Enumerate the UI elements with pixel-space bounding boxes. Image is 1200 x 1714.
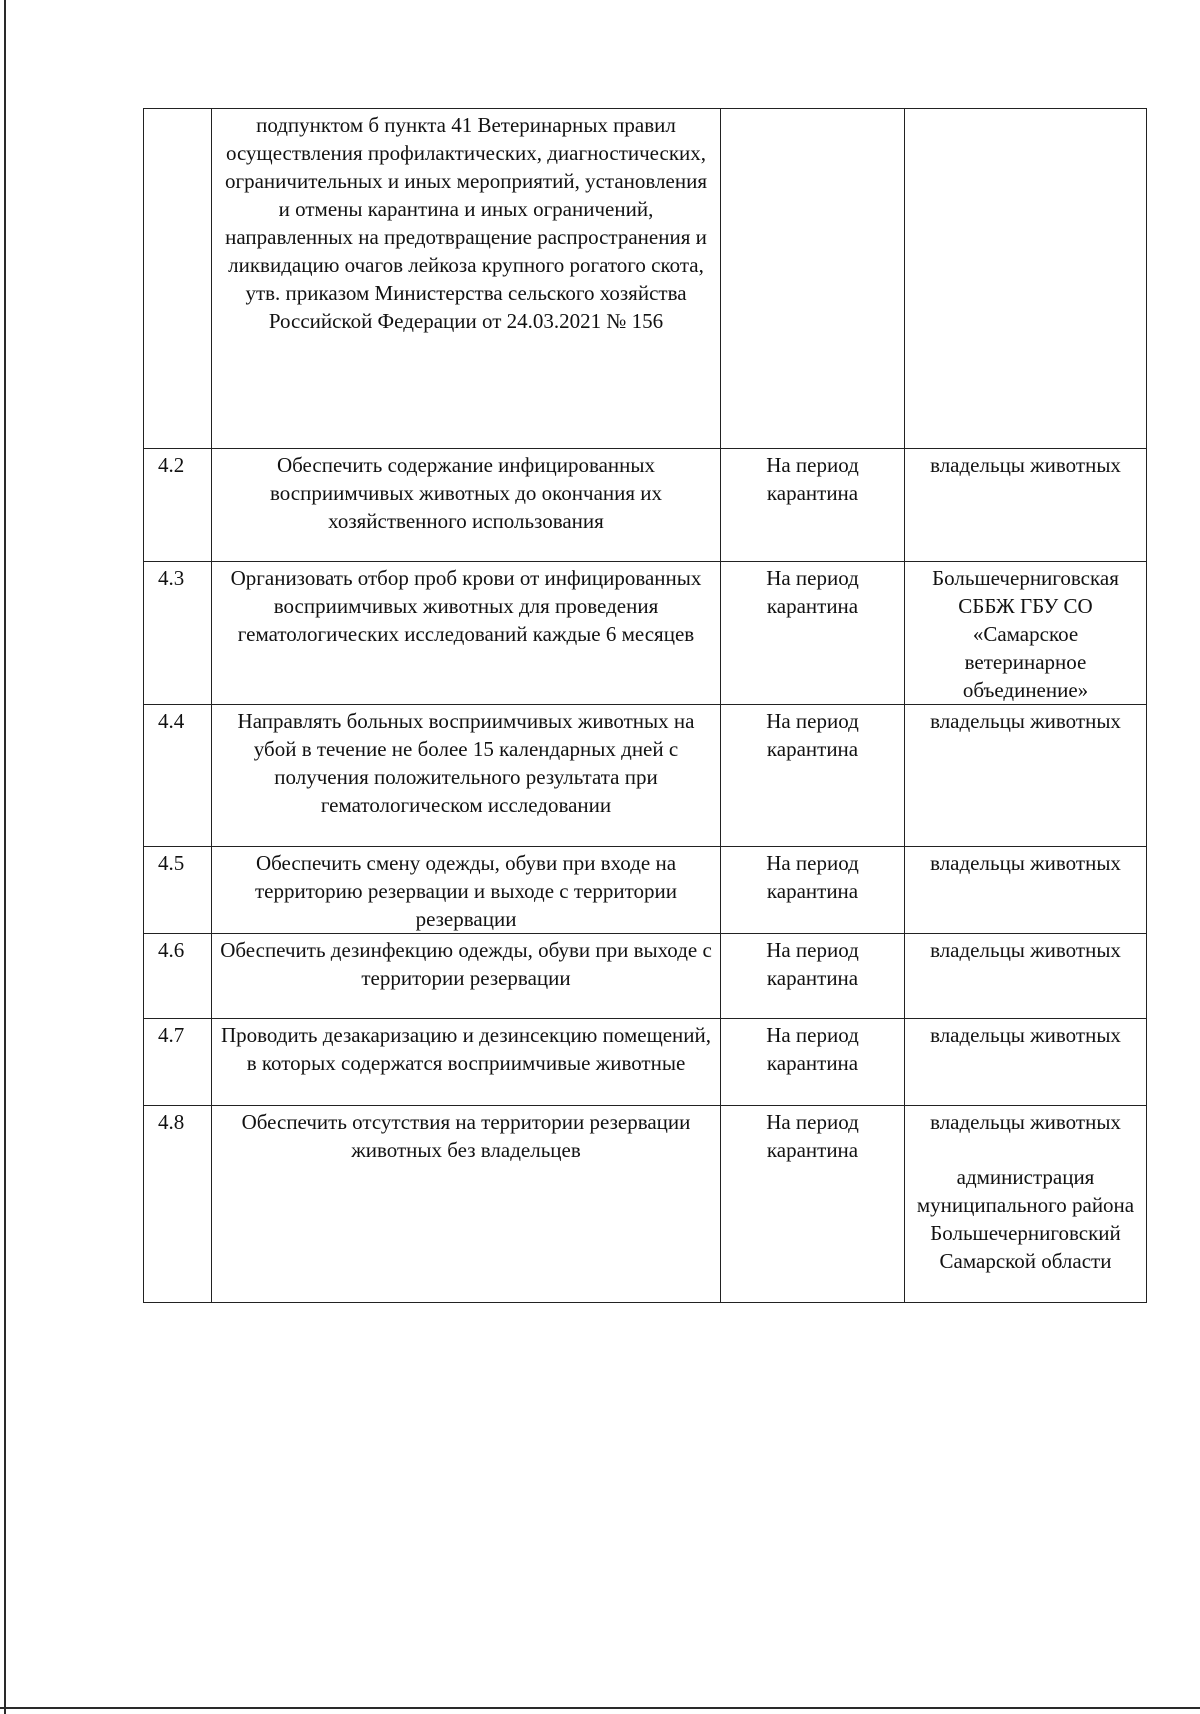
responsible-text: Большечерниговская СББЖ ГБУ СО «Самарское ветеринарное объединение» [905, 562, 1147, 705]
row-number: 4.8 [144, 1106, 212, 1303]
term-text: На период карантина [721, 1019, 905, 1106]
responsible-text: владельцы животных [905, 847, 1147, 934]
measure-text: подпунктом б пункта 41 Ветеринарных правил осуществления профилактических, диагностических, ограничительных и иных мероприятий, установления и отмены карантина и иных ограничений, направленных на предотвращение распространения и ликвидацию очагов лейкоза крупного рогатого скота, утв. приказом Министерства сельского хозяйства Российской Федерации от 24.03.2021 № 156 [212, 109, 721, 449]
row-number: 4.6 [144, 934, 212, 1019]
row-number: 4.4 [144, 705, 212, 847]
responsible-text [905, 109, 1147, 449]
responsible-text-secondary: администрация муниципального района Большечерниговский Самарской области [916, 1165, 1135, 1273]
row-number: 4.7 [144, 1019, 212, 1106]
responsible-cell [905, 1106, 1147, 1303]
row-number: 4.5 [144, 847, 212, 934]
row-number: 4.3 [144, 562, 212, 705]
responsible-text: владельцы животных [905, 934, 1147, 1019]
term-text: На период карантина [721, 562, 905, 705]
page-left-edge [4, 0, 6, 1714]
measure-text: Обеспечить содержание инфицированных восприимчивых животных до окончания их хозяйственного использования [212, 449, 721, 562]
term-text: На период карантина [721, 847, 905, 934]
measures-table [143, 108, 1147, 1303]
term-text [721, 109, 905, 449]
measure-text: Обеспечить дезинфекцию одежды, обуви при выходе с территории резервации [212, 934, 721, 1019]
term-text: На период карантина [721, 1106, 905, 1303]
table-row [144, 562, 1147, 705]
table-row [144, 449, 1147, 562]
measure-text: Организовать отбор проб крови от инфицированных восприимчивых животных для проведения гематологических исследований каждые 6 месяцев [212, 562, 721, 705]
page-bottom-edge [0, 1707, 1200, 1709]
row-number [144, 109, 212, 449]
responsible-text: владельцы животных [905, 1019, 1147, 1106]
table-row [144, 109, 1147, 449]
responsible-text: владельцы животных [930, 1110, 1121, 1134]
responsible-spacer [911, 1136, 1140, 1163]
measure-text: Проводить дезакаризацию и дезинсекцию помещений, в которых содержатся восприимчивые животные [212, 1019, 721, 1106]
term-text: На период карантина [721, 934, 905, 1019]
table-row [144, 1019, 1147, 1106]
table-row [144, 934, 1147, 1019]
table-row [144, 705, 1147, 847]
term-text: На период карантина [721, 449, 905, 562]
table-row [144, 1106, 1147, 1303]
table-row [144, 847, 1147, 934]
measure-text: Обеспечить отсутствия на территории резервации животных без владельцев [212, 1106, 721, 1303]
term-text: На период карантина [721, 705, 905, 847]
responsible-text: владельцы животных [905, 449, 1147, 562]
responsible-text: владельцы животных [905, 705, 1147, 847]
measure-text: Направлять больных восприимчивых животных на убой в течение не более 15 календарных дней с получения положительного результата при гематологическом исследовании [212, 705, 721, 847]
measure-text: Обеспечить смену одежды, обуви при входе на территорию резервации и выходе с территории резервации [212, 847, 721, 934]
row-number: 4.2 [144, 449, 212, 562]
